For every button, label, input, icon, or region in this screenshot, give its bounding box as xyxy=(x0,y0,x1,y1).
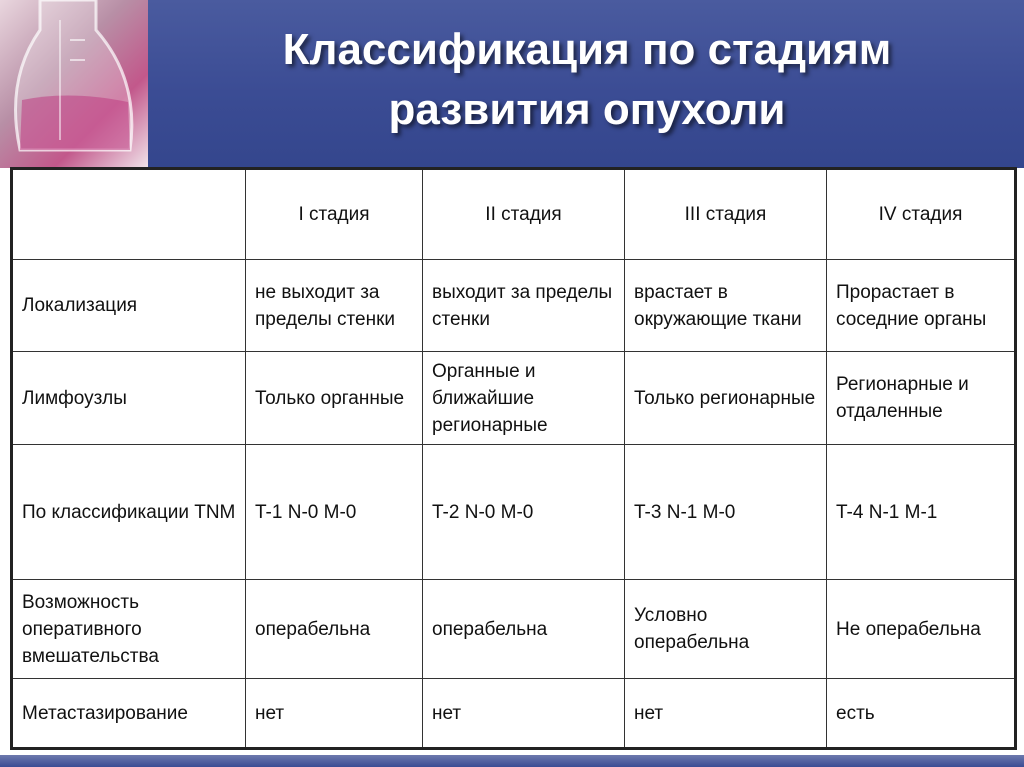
header-banner xyxy=(0,0,1024,168)
table-cell: операбельна xyxy=(246,580,423,679)
header-cell-stage-1: I стадия xyxy=(246,169,423,260)
table-cell: Условно операбельна xyxy=(625,580,827,679)
table-cell: операбельна xyxy=(423,580,625,679)
table-cell: нет xyxy=(246,679,423,749)
table-cell: T-4 N-1 M-1 xyxy=(827,445,1016,580)
table-row xyxy=(12,580,1016,679)
title-line-2: развития опухоли xyxy=(388,85,786,134)
page-title xyxy=(150,20,1024,140)
table-cell: Не операбельна xyxy=(827,580,1016,679)
table-cell: Только регионарные xyxy=(625,352,827,445)
table-row xyxy=(12,260,1016,352)
table-cell: есть xyxy=(827,679,1016,749)
table-header-row xyxy=(12,169,1016,260)
row-label: По классификации TNM xyxy=(12,445,246,580)
table-cell: Прорастает в соседние органы xyxy=(827,260,1016,352)
table-row xyxy=(12,352,1016,445)
table-cell: не выходит за пределы стенки xyxy=(246,260,423,352)
table-cell: нет xyxy=(625,679,827,749)
stage-classification-table xyxy=(10,167,1017,750)
table-cell: T-2 N-0 M-0 xyxy=(423,445,625,580)
table-row xyxy=(12,679,1016,749)
table-cell: T-1 N-0 M-0 xyxy=(246,445,423,580)
table-cell: выходит за пределы стенки xyxy=(423,260,625,352)
row-label: Лимфоузлы xyxy=(12,352,246,445)
table-cell: нет xyxy=(423,679,625,749)
header-cell-stage-3: III стадия xyxy=(625,169,827,260)
header-cell-stage-2: II стадия xyxy=(423,169,625,260)
table-cell: Органные и ближайшие регионарные xyxy=(423,352,625,445)
footer-bar xyxy=(0,755,1024,767)
table-cell: Только органные xyxy=(246,352,423,445)
title-line-1: Классификация по стадиям xyxy=(282,25,892,74)
flask-icon xyxy=(0,0,148,168)
table-cell: врастает в окружающие ткани xyxy=(625,260,827,352)
table-cell: T-3 N-1 M-0 xyxy=(625,445,827,580)
row-label: Локализация xyxy=(12,260,246,352)
header-cell-stage-4: IV стадия xyxy=(827,169,1016,260)
row-label: Метастазирование xyxy=(12,679,246,749)
table-cell: Регионарные и отдаленные xyxy=(827,352,1016,445)
header-cell-empty xyxy=(12,169,246,260)
row-label: Возможность оперативного вмешательства xyxy=(12,580,246,679)
table-row xyxy=(12,445,1016,580)
